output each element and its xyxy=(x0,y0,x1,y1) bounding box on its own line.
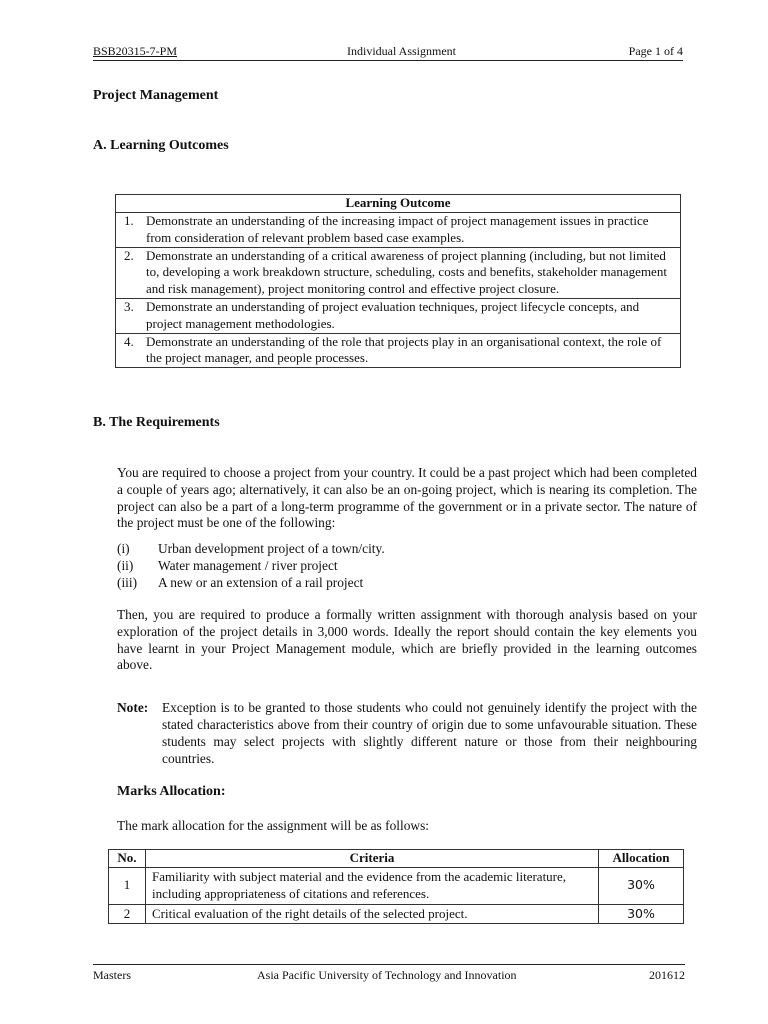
col-allocation: Allocation xyxy=(599,850,684,868)
list-marker: (ii) xyxy=(117,558,134,573)
project-options-list xyxy=(117,540,617,591)
learning-outcome-header: Learning Outcome xyxy=(116,195,681,213)
list-item xyxy=(117,574,617,591)
table-header-row xyxy=(109,850,684,868)
outcome-text: Demonstrate an understanding of a critical awareness of project planning (including, but not limited to, developing a work breakdown structure, scheduling, costs and benefits, stakeholder management and risk management), project monitoring control and effective project closure. xyxy=(146,247,667,297)
row-allocation: 30% xyxy=(599,904,684,924)
marks-intro: The mark allocation for the assignment will be as follows: xyxy=(117,818,429,833)
course-code: BSB20315-7-PM xyxy=(93,44,178,58)
learning-outcomes-table xyxy=(115,194,681,368)
footer-university: Asia Pacific University of Technology and Innovation xyxy=(257,968,517,982)
outcome-number: 3. xyxy=(124,298,134,314)
table-row xyxy=(116,213,681,248)
col-no: No. xyxy=(109,850,146,868)
table-row xyxy=(116,298,681,333)
table-row xyxy=(109,904,684,924)
table-header-row xyxy=(116,195,681,213)
list-marker: (iii) xyxy=(117,575,138,590)
outcome-number: 4. xyxy=(124,333,134,349)
page-footer xyxy=(93,964,685,985)
list-item xyxy=(117,540,617,557)
outcome-number: 1. xyxy=(124,213,134,228)
outcome-text: Demonstrate an understanding of the role that projects play in an organisational context, the role of the project manager, and people processes. xyxy=(146,333,662,366)
page-header xyxy=(93,44,683,61)
list-text: Water management / river project xyxy=(158,558,338,573)
marks-heading: Marks Allocation: xyxy=(117,784,226,799)
list-marker: (i) xyxy=(117,541,130,556)
table-row xyxy=(116,333,681,368)
col-criteria: Criteria xyxy=(146,850,599,868)
marks-table xyxy=(108,849,684,924)
footer-level: Masters xyxy=(93,968,131,982)
outcome-text: Demonstrate an understanding of project evaluation techniques, project lifecycle concepts, and project management methodologies. xyxy=(146,298,640,331)
section-a-heading: A. Learning Outcomes xyxy=(93,138,229,153)
page-number: Page 1 of 4 xyxy=(628,44,683,58)
table-row xyxy=(109,868,684,905)
row-criteria: Critical evaluation of the right details of the selected project. xyxy=(146,904,599,924)
requirements-intro: You are required to choose a project from your country. It could be a past project which had been completed a couple of years ago; alternatively, it can also be an on-going project, which is nearing its completion. The project can also be a part of a long-term programme of the government or in a private sector. The nature of the project must be one of the following: xyxy=(117,465,697,531)
note-label: Note: xyxy=(117,700,149,715)
row-allocation: 30% xyxy=(599,868,684,905)
note-text: Exception is to be granted to those students who could not genuinely identify the project with the stated characteristics above from their country of origin due to some unfavourable situation. These students may select projects with slightly different nature or those from their neighbouring countries. xyxy=(162,700,697,766)
row-no: 2 xyxy=(109,904,146,924)
note-paragraph xyxy=(117,699,697,767)
footer-intake: 201612 xyxy=(649,968,685,982)
table-row xyxy=(116,247,681,298)
outcome-text: Demonstrate an understanding of the increasing impact of project management issues in practice from consideration of relevant problem based case examples. xyxy=(146,213,649,245)
document-title: Project Management xyxy=(93,88,219,103)
list-text: A new or an extension of a rail project xyxy=(158,575,364,590)
section-b-heading: B. The Requirements xyxy=(93,415,220,430)
outcome-number: 2. xyxy=(124,247,134,263)
assignment-type: Individual Assignment xyxy=(347,44,456,58)
row-criteria: Familiarity with subject material and the evidence from the academic literature, including appropriateness of citations and references. xyxy=(146,868,599,905)
list-text: Urban development project of a town/city. xyxy=(158,541,385,556)
list-item xyxy=(117,557,617,574)
row-no: 1 xyxy=(109,868,146,905)
task-paragraph: Then, you are required to produce a formally written assignment with thorough analysis based on your exploration of the project details in 3,000 words. Ideally the report should contain the key elements you have learnt in your Project Management module, which are briefly provided in the learning outcomes above. xyxy=(117,607,697,673)
